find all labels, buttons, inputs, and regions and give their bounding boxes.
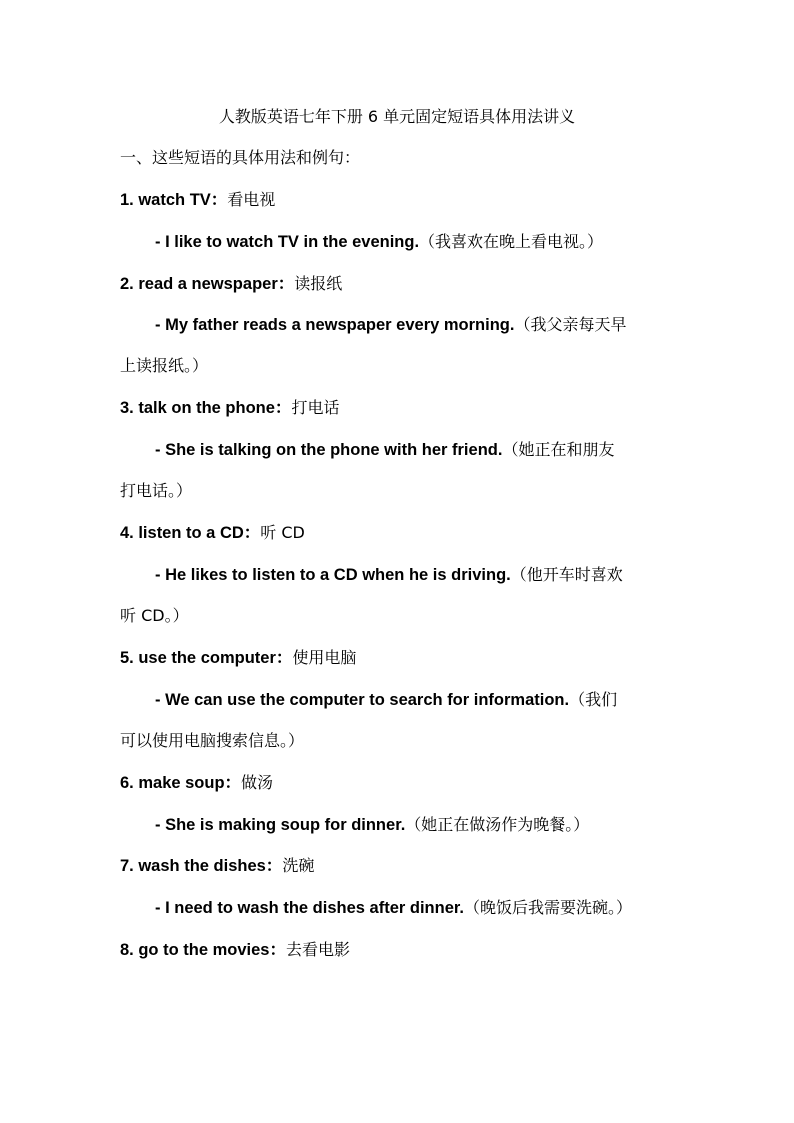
example-chinese: （我父亲每天早 <box>514 315 627 334</box>
example-sentence <box>155 435 680 465</box>
example-sentence <box>155 227 680 257</box>
example-chinese-continued: 打电话。） <box>120 481 193 500</box>
example-english: - I need to wash the dishes after dinner. <box>155 899 464 917</box>
phrase-meaning: 看电视 <box>227 190 276 209</box>
phrase-term: 6. make soup： <box>120 774 242 792</box>
example-chinese: （她正在和朋友 <box>502 440 615 459</box>
phrase-item <box>120 393 680 423</box>
phrase-item <box>120 643 680 673</box>
example-sentence <box>155 810 680 840</box>
example-english: - I like to watch TV in the evening. <box>155 233 420 251</box>
document-title: 人教版英语七年下册 6 单元固定短语具体用法讲义 <box>218 107 576 126</box>
example-sentence <box>155 685 680 715</box>
example-english: - She is making soup for dinner. <box>155 816 406 834</box>
phrase-item <box>120 518 680 548</box>
example-chinese: （他开车时喜欢 <box>510 565 623 584</box>
phrase-meaning: 使用电脑 <box>292 648 357 667</box>
example-chinese: （我喜欢在晚上看电视。） <box>419 232 604 251</box>
example-english: - My father reads a newspaper every morning. <box>155 316 515 334</box>
phrase-item <box>120 185 680 215</box>
phrase-term: 4. listen to a CD： <box>120 524 261 542</box>
phrase-meaning: 去看电影 <box>285 940 350 959</box>
example-chinese: （我们 <box>569 690 618 709</box>
phrase-item <box>120 935 680 965</box>
phrase-term: 8. go to the movies： <box>120 941 286 959</box>
phrase-meaning: 打电话 <box>291 398 340 417</box>
example-sentence <box>155 893 680 923</box>
example-chinese-continued: 可以使用电脑搜索信息。） <box>120 731 305 750</box>
example-english: - We can use the computer to search for information. <box>155 691 570 709</box>
phrase-item <box>120 768 680 798</box>
phrase-term: 5. use the computer： <box>120 649 293 667</box>
example-chinese: （她正在做汤作为晚餐。） <box>405 815 590 834</box>
example-chinese: （晚饭后我需要洗碗。） <box>463 898 632 917</box>
example-sentence <box>155 560 680 590</box>
section-heading: 一、这些短语的具体用法和例句： <box>120 148 361 167</box>
example-english: - He likes to listen to a CD when he is driving. <box>155 566 511 584</box>
phrase-term: 1. watch TV： <box>120 191 228 209</box>
phrase-term: 2. read a newspaper： <box>120 275 295 293</box>
example-sentence <box>155 310 680 340</box>
phrase-item <box>120 269 680 299</box>
example-chinese-continued: 听 CD。） <box>120 606 189 625</box>
phrase-meaning: 洗碗 <box>282 856 315 875</box>
phrase-term: 7. wash the dishes： <box>120 857 283 875</box>
phrase-meaning: 读报纸 <box>294 274 343 293</box>
phrase-term: 3. talk on the phone： <box>120 399 292 417</box>
phrase-item <box>120 851 680 881</box>
example-english: - She is talking on the phone with her friend. <box>155 441 503 459</box>
phrase-meaning: 做汤 <box>241 773 274 792</box>
phrase-meaning: 听 CD <box>260 523 305 542</box>
example-chinese-continued: 上读报纸。） <box>120 356 209 375</box>
